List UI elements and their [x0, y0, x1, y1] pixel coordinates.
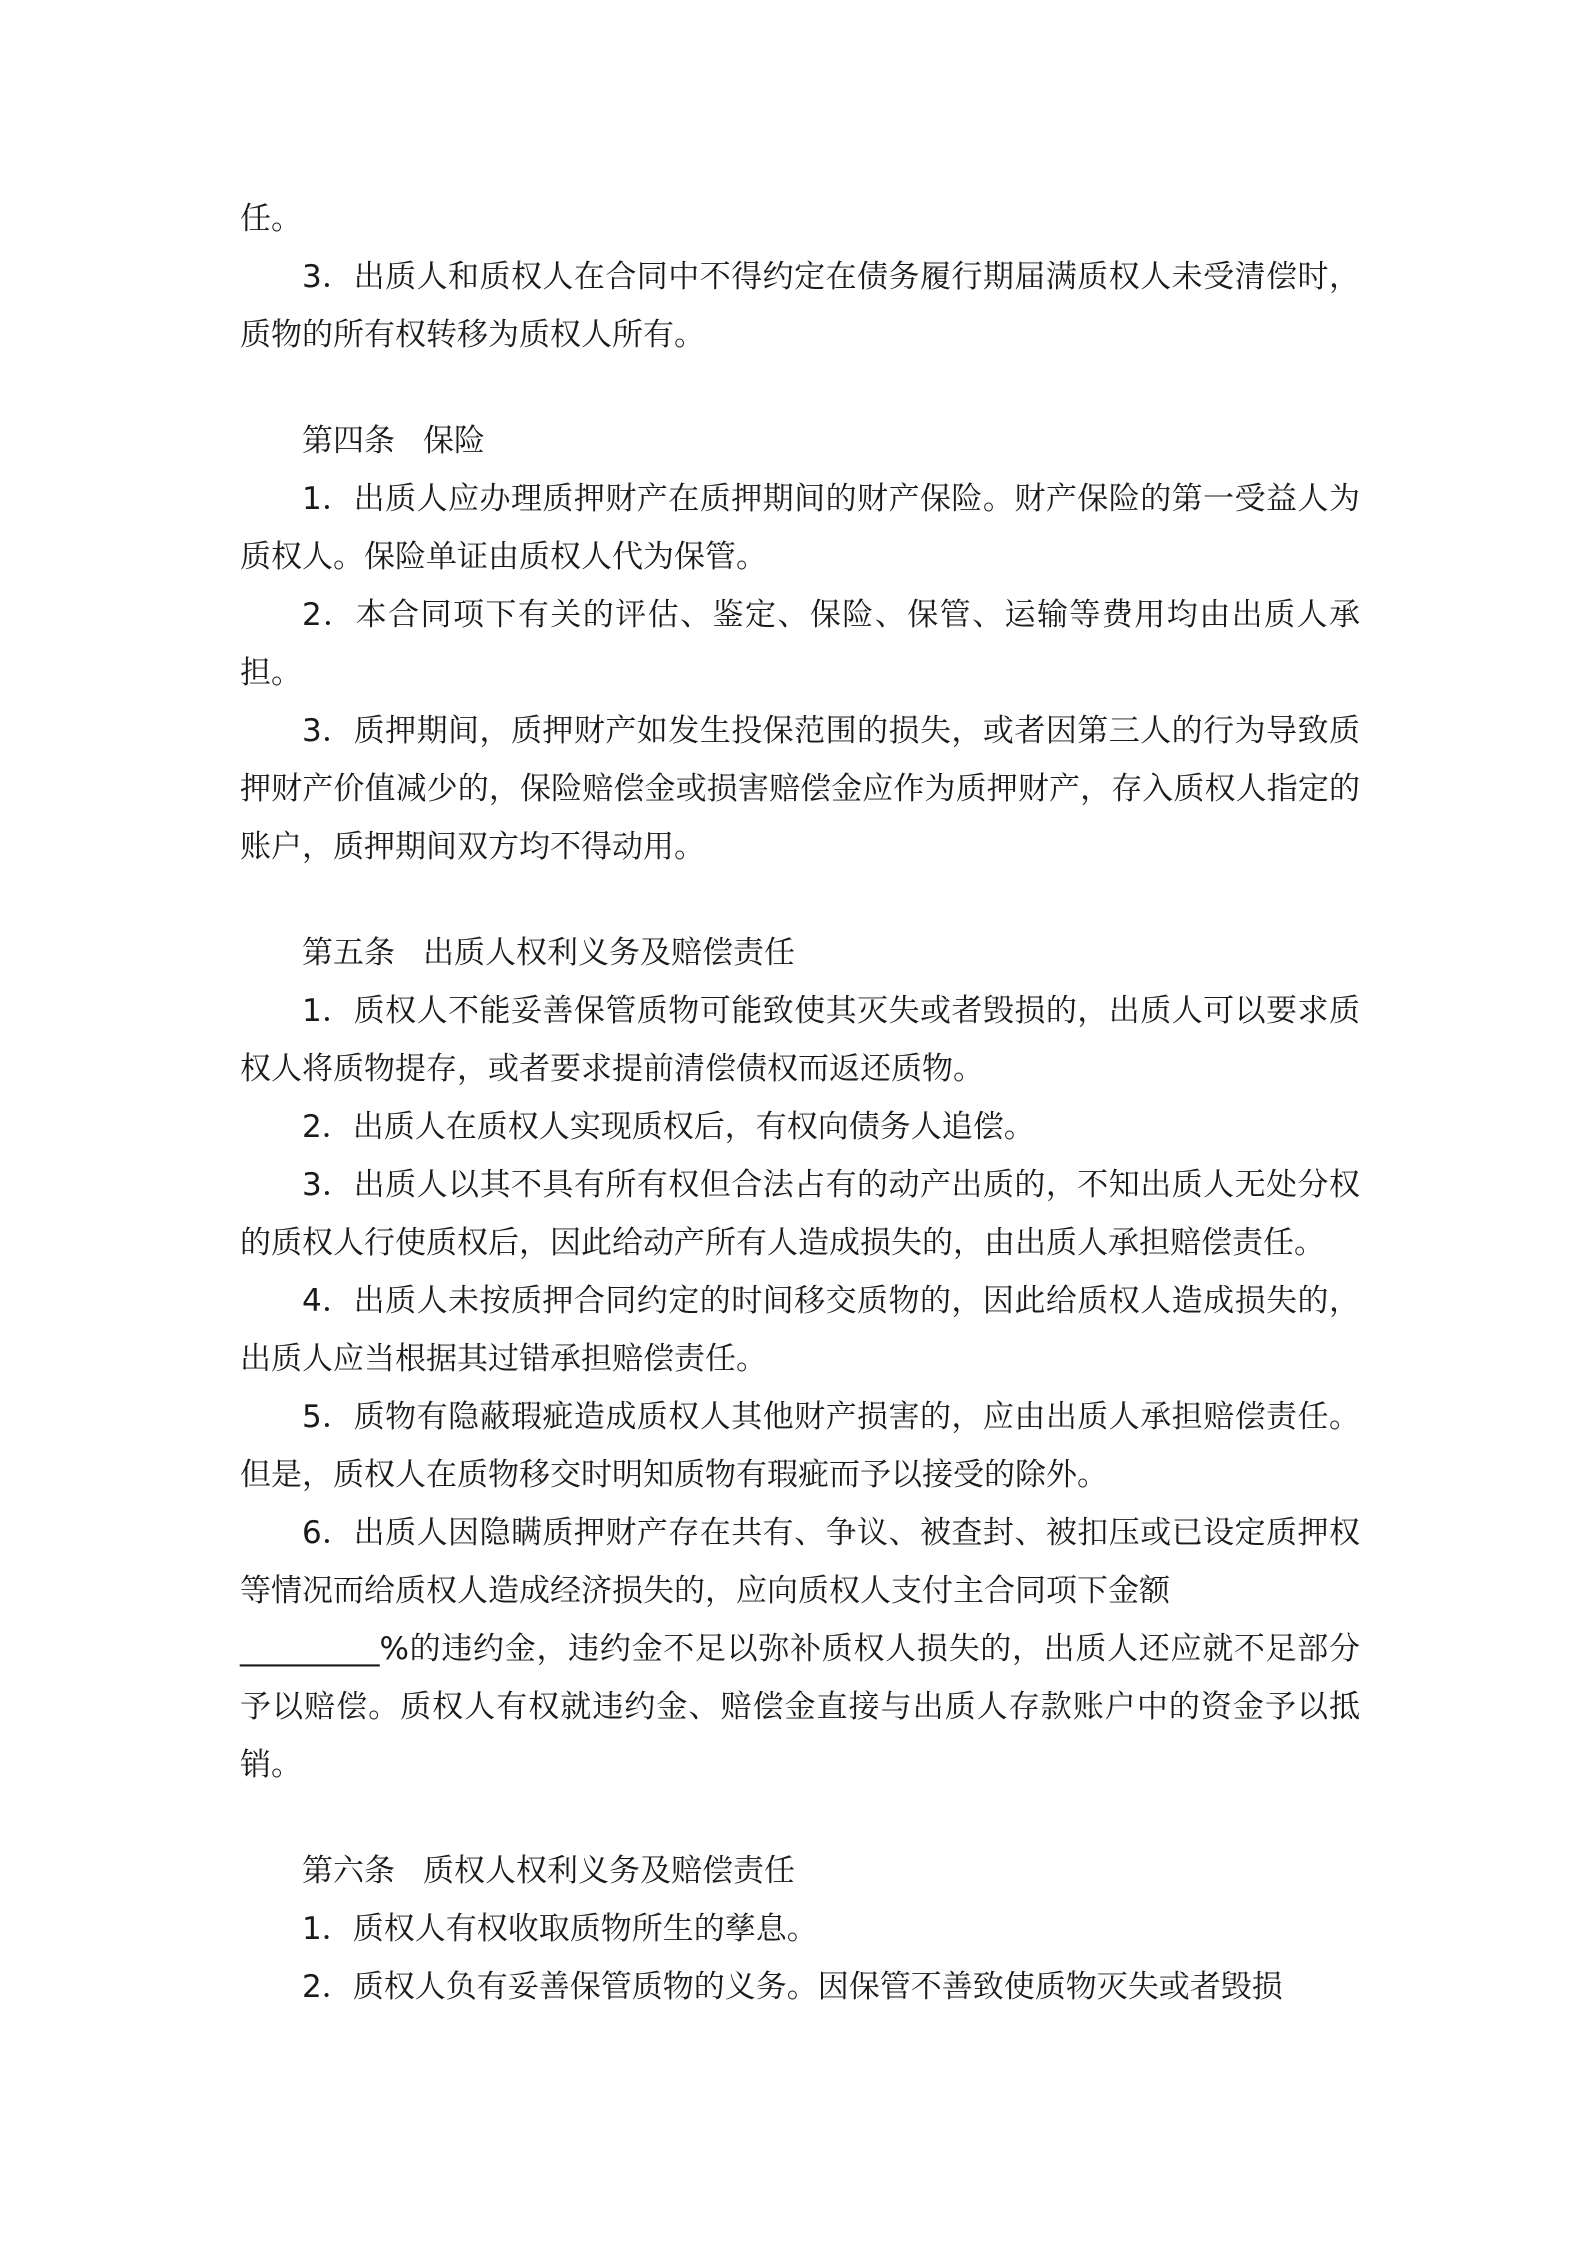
article-heading: [240, 1842, 1360, 1900]
clause-paragraph: 3．出质人和质权人在合同中不得约定在债务履行期届满质权人未受清偿时，质物的所有权转移为质权人所有。: [240, 259, 1360, 353]
article-heading: [240, 924, 1360, 982]
clause-paragraph: _________%的违约金，违约金不足以弥补质权人损失的，出质人还应就不足部分予以赔偿。质权人有权就违约金、赔偿金直接与出质人存款账户中的资金予以抵销。: [240, 1631, 1360, 1783]
clause-paragraph: 2．本合同项下有关的评估、鉴定、保险、保管、运输等费用均由出质人承担。: [240, 597, 1360, 691]
clause-paragraph: 5．质物有隐蔽瑕疵造成质权人其他财产损害的，应由出质人承担赔偿责任。但是，质权人在质物移交时明知质物有瑕疵而予以接受的除外。: [240, 1399, 1360, 1493]
clause-paragraph: 2．出质人在质权人实现质权后，有权向债务人追偿。: [302, 1109, 1035, 1145]
clause-paragraph: 3．出质人以其不具有所有权但合法占有的动产出质的，不知出质人无处分权的质权人行使质权后，因此给动产所有人造成损失的，由出质人承担赔偿责任。: [240, 1167, 1360, 1261]
document-body: [240, 190, 1360, 2016]
article-number: 第五条: [302, 935, 395, 971]
clause-paragraph: 1．出质人应办理质押财产在质押期间的财产保险。财产保险的第一受益人为质权人。保险单证由质权人代为保管。: [240, 481, 1360, 575]
article-title: 出质人权利义务及赔偿责任: [423, 935, 795, 971]
article-title: 质权人权利义务及赔偿责任: [423, 1853, 795, 1889]
article-number: 第四条: [302, 423, 395, 459]
clause-paragraph: 1．质权人有权收取质物所生的孳息。: [302, 1911, 818, 1947]
article-heading: [240, 412, 1360, 470]
clause-paragraph: 4．出质人未按质押合同约定的时间移交质物的，因此给质权人造成损失的，出质人应当根据其过错承担赔偿责任。: [240, 1283, 1360, 1377]
clause-paragraph: 任。: [240, 201, 302, 237]
clause-paragraph: 3．质押期间，质押财产如发生投保范围的损失，或者因第三人的行为导致质押财产价值减少的，保险赔偿金或损害赔偿金应作为质押财产，存入质权人指定的账户，质押期间双方均不得动用。: [240, 713, 1360, 865]
clause-paragraph: 6．出质人因隐瞒质押财产存在共有、争议、被查封、被扣压或已设定质押权等情况而给质权人造成经济损失的，应向质权人支付主合同项下金额: [240, 1515, 1360, 1609]
clause-paragraph: 1．质权人不能妥善保管质物可能致使其灭失或者毁损的，出质人可以要求质权人将质物提存，或者要求提前清偿债权而返还质物。: [240, 993, 1360, 1087]
article-title: 保险: [423, 423, 485, 459]
article-number: 第六条: [302, 1853, 395, 1889]
clause-paragraph: 2．质权人负有妥善保管质物的义务。因保管不善致使质物灭失或者毁损: [302, 1969, 1283, 2005]
